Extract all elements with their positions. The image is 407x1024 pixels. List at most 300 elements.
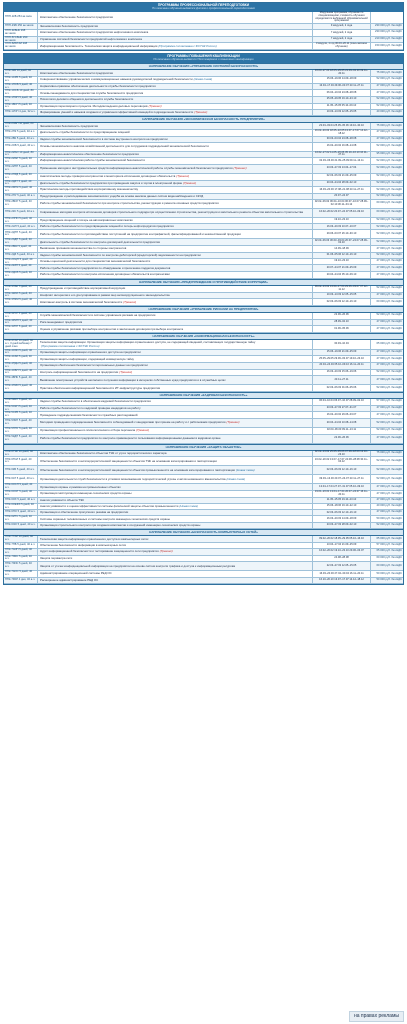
course-dates: 19.10–23.10 (313, 218, 371, 224)
course-dates: 13.04–17.04 29.06–03.07 23.11–27.11 (313, 84, 371, 90)
course-row (4, 376, 403, 385)
course-name (38, 571, 313, 577)
course-name (38, 536, 313, 542)
course-dates: 29.06–03.07 26.10–30.10 (313, 230, 371, 238)
course-title: Организация защиты информации ограниченного доступа на предприятии (40, 349, 141, 354)
sections (4, 63, 403, 584)
course-dates: 06.04–10.04 24.08–28.08 (313, 90, 371, 96)
course-name (38, 356, 313, 362)
course-name (38, 435, 313, 443)
course-price: 52 000 руб. без НДС (376, 144, 402, 148)
section-title: НАПРАВЛЕНИЕ ОБУЧЕНИЯ «ИНФОРМАЦИОННАЯ БЕЗОПАСНОСТЬ» (4, 333, 403, 340)
course-dates: 11.05–15.05 19.10–23.10 (313, 498, 371, 503)
course-dates: 28.09–02.10 (313, 320, 371, 326)
course-price: 57 000 руб. без НДС (376, 399, 402, 403)
course-title: Оценка и управление рисками при выборе контрагентов и заключении договоров при выборе контрагента (40, 326, 184, 331)
course-title: Задачи службы безопасности в обеспечении кадровой безопасности предприятия (40, 399, 151, 404)
course-code: ППК-2ИТР 5 дней, 40 а.ч. (4, 165, 38, 173)
course-title: Комплексное обеспечение безопасности предприятия нефтегазового комплекса (40, 30, 149, 35)
course-name (38, 84, 313, 90)
course-price: 230 000 руб. без НДС (375, 30, 402, 34)
course-dates: 02.02–06.02 06.04–10.04 06.07–10.07 28.09–02.10 30.11–04.12 (313, 200, 371, 208)
course-price: 47 000 руб. без НДС (376, 320, 402, 324)
course-title: Комплексное обеспечение безопасности предприятия (40, 15, 113, 20)
section-title: НАПРАВЛЕНИЕ ОБУЧЕНИЯ «ПРЕДУПРЕЖДЕНИЕ И ПРОТИВОДЕЙСТВИЕ КОРРУПЦИИ» (4, 279, 403, 286)
course-row (4, 209, 403, 218)
course-name (38, 385, 313, 391)
course-title: Обеспечение безопасности информации в компьютерных сетях (40, 542, 127, 547)
course-name (38, 239, 313, 245)
course-name (38, 562, 313, 570)
course-name (38, 200, 313, 208)
course-code: ППК-5СРБ 5 дней, 40 а.ч. (4, 412, 38, 418)
course-price: 75 000 руб. без НДС (376, 123, 402, 127)
course-title: Работа службы безопасности по кадровой проверке кандидатов на работу (40, 405, 141, 410)
course-name (38, 543, 313, 548)
course-dates: 9 модулей, 2 года (313, 24, 371, 29)
course-code: ППК-1УОП 4 дня, 32 а.ч. (4, 110, 38, 115)
course-name (38, 152, 313, 158)
course-name (38, 406, 313, 412)
course-dates: 10.03–13.03 12.05–15.05 (313, 110, 371, 115)
course-row (4, 578, 403, 584)
course-title: Комплексное обеспечение безопасности предприятия (40, 70, 113, 75)
course-price: 52 000 руб. без НДС (376, 420, 402, 424)
course-price: 47 000 руб. без НДС (376, 363, 402, 367)
course-code: ППК-2ПРД 5 дней, 40 а.ч. (4, 174, 38, 180)
course-name (38, 510, 313, 515)
course-name (38, 209, 313, 217)
course-dates: 20.04–24.04 28.09–02.10 (313, 181, 371, 187)
course-dates: 16.03–20.03 17.08–21.08 23.11–27.11 (313, 187, 371, 193)
course-code: ППК-4ПИИ 5 дней, 40 а.ч. (4, 385, 38, 391)
course-title: Деятельность службы безопасности по предотвращению хищений (40, 130, 130, 135)
course-row (4, 165, 403, 174)
course-name (38, 110, 313, 115)
course-price: 52 000 руб. без НДС (376, 158, 402, 162)
course-name (38, 37, 313, 43)
course-name (38, 370, 313, 376)
course-code: ППК-1ПОБ 5 дней, 40 а.ч. (4, 84, 38, 90)
course-price: 40 000 руб. без НДС (376, 504, 402, 508)
course-name (38, 428, 313, 434)
course-title: Комплексное обеспечение безопасности объектов ТЭК от угроз террористического характера (40, 451, 167, 456)
course-code: ППК-5ППУ 5 дней, 40 а.ч. (4, 428, 38, 434)
course-title: Предотвращение хищений и потерь на автозаправочных комплексах (40, 218, 133, 223)
course-name (38, 174, 313, 180)
course-name (38, 12, 313, 23)
course-title: Выявление признаков мошенничества со стороны контрагентов (40, 246, 127, 251)
course-price: 60 000 руб. без НДС (376, 201, 402, 205)
course-code: ППК-6ИТС 5 дней, 40 а.ч. (4, 516, 38, 522)
course-code: ППК-5КДП 5 дней, 40 а.ч. (4, 435, 38, 443)
course-row (4, 97, 403, 104)
course-title: Основы менеджмента для специалистов службы безопасности предприятия (40, 90, 144, 95)
course-dates: 13.04–17.04 27.07–31.07 05.10–09.10 (313, 484, 371, 490)
course-name (38, 556, 313, 562)
course-name (38, 363, 313, 369)
course-dates: 19.10–23.10 (313, 259, 371, 265)
course-title: Конфликт интересов и его урегулирование в рамках мер антикоррупционного законодательства (40, 292, 170, 297)
course-dates: 14.09–18.09 (313, 246, 371, 252)
course-price: 47 000 руб. без НДС (376, 350, 402, 353)
course-code: ППК-2КС 5 дней, 40 а.ч. (4, 209, 38, 217)
course-row (4, 265, 403, 272)
course-row (4, 158, 403, 165)
course-row (4, 399, 403, 406)
course-note: (Тренинг) (136, 428, 150, 433)
course-dates: 02.03–06.03 21.09–25.09 (313, 174, 371, 180)
course-title: Организация обеспечения безопасности персональных данных на предприятии (40, 363, 148, 368)
course-price: 47 000 руб. без НДС (376, 491, 402, 495)
course-code: ППК-2ВКК 5 дней, 40 а.ч. (4, 246, 38, 252)
course-note: (Тренинг) (148, 103, 162, 108)
course-price: 60 000 руб. без НДС (376, 563, 402, 567)
course-dates: 15.06–19.06 14.09–18.09 (313, 77, 371, 83)
course-code: ППП-1КБ 254 ак.часа (4, 12, 38, 23)
course-name (38, 123, 313, 129)
course-price: 52 000 руб. без НДС (376, 468, 402, 472)
course-price: 50 000 руб. без НДС (376, 577, 402, 581)
course-dates: 23.03–27.03 13.04–17.04 (313, 165, 371, 173)
course-title: Обеспечение безопасности и антитеррористической защищенности объектов промышленности на основании категорирования и паспортизации (40, 467, 236, 472)
course-name (38, 498, 313, 503)
course-code: ППК-6АТ 5 дней, 40 а.ч. (4, 475, 38, 483)
course-code: ППК-3РУР 5 дней, 40 а.ч. (4, 313, 38, 319)
course-row (4, 549, 403, 556)
course-dates: 22.06–26.06 (313, 435, 371, 443)
course-row (4, 320, 403, 327)
kval-subtitle: По окончании обучения выдается Удостоверение о повышении квалификации (4, 59, 403, 63)
course-title: Работа службы безопасности по контролю исполнения договорных обязательств контрагентами (40, 272, 170, 277)
course-price: 52 000 руб. без НДС (376, 218, 402, 222)
course-title: Организация и обеспечение пропускного режима на предприятии (40, 510, 129, 515)
course-title: Задачи службы экономической безопасности в системе внутреннего контроля на предприятии (40, 136, 168, 141)
course-title: Современные методики контроля исполнения договоров строительного подряда при осуществлении строительства, реконструкции и капитального ремонта объектов капитального строительства (40, 210, 303, 215)
section-title: НАПРАВЛЕНИЕ ОБУЧЕНИЯ «ЭКОНОМИЧЕСКАЯ БЕЗОПАСНОСТЬ ПРЕДПРИЯТИЯ» (4, 116, 403, 123)
course-note: (Новая тема) (193, 77, 213, 82)
section-title: НАПРАВЛЕНИЕ ОБУЧЕНИЯ «ЗАЩИТА ОБЪЕКТОВ» (4, 444, 403, 451)
course-code: ППК-2МПК 5 дней, 40 а.ч. (4, 187, 38, 193)
course-dates: 11.05–15.05 05.10–09.10 (313, 104, 371, 110)
section-title: НАПРАВЛЕНИЕ ОБУЧЕНИЯ «КАДРОВАЯ БЕЗОПАСНОСТЬ» (4, 392, 403, 399)
course-title: Аудит информационной безопасности и тестирование защищенности сети предприятия (40, 549, 159, 554)
course-dates: 20.07–24.07 21.09–25.09 (313, 265, 371, 271)
course-name (38, 412, 313, 418)
course-name (38, 466, 313, 474)
course-code: ППК-4ПДН 5 дней, 40 а.ч. (4, 363, 38, 369)
course-code: ППК-6ОСП 5 дней, 40 а.ч. (4, 484, 38, 490)
course-price: 65 000 руб. без НДС (376, 536, 402, 540)
course-dates: 22.06–26.06 (313, 313, 371, 319)
course-name (38, 491, 313, 497)
course-dates: 30.03–10.04 (313, 340, 371, 348)
course-price: 52 000 руб. без НДС (376, 232, 402, 236)
course-dates: 09.02–13.02 13.04–17.04 29.06–03.07 07.12–11.12 (313, 286, 371, 292)
course-dates: 25.05–29.05 19.10–23.10 (313, 97, 371, 103)
course-price: 60 000 руб. без НДС (376, 555, 402, 559)
prof-rows (4, 12, 403, 50)
course-title: Анализ уязвимости объекта ТЭК (40, 497, 84, 502)
course-title: Информационно-аналитическая работа службы экономической безопасности (40, 158, 145, 163)
course-dates: 02.03–06.03 12.10–16.10 (313, 466, 371, 474)
course-price: 60 000 руб. без НДС (376, 210, 402, 214)
course-row (4, 562, 403, 571)
course-name (38, 457, 313, 465)
section-title: НАПРАВЛЕНИЕ ОБУЧЕНИЯ «УПРАВЛЕНИЕ СИСТЕМОЙ БЕЗОПАСНОСТИ» (4, 63, 403, 70)
course-dates: 02.03–06.03 12.10–16.10 (313, 510, 371, 515)
course-code: ППК-1ПЭП 5 дней, 40 а.ч. (4, 97, 38, 103)
course-name (38, 419, 313, 427)
course-dates: 15.06–19.06 21.09–25.09 (313, 350, 371, 356)
course-row (4, 435, 403, 444)
course-title: Деятельность службы безопасности предприятия при проведении закупок и торгов в электронной форме (40, 180, 183, 185)
course-name (38, 265, 313, 271)
course-dates: 16.10–20.10 13.07–17.07 14.12–18.12 (313, 578, 371, 583)
course-code: ППК-1ВСП 5 дней, 40 а.ч. (4, 104, 38, 110)
course-title: Защита периметра сети (40, 555, 73, 560)
course-dates: 25.05–29.05 29.06–03.07 19.10–23.10 (313, 356, 371, 362)
course-dates: 16.03–20.03 27.04–30.04 16.11–20.11 (313, 571, 371, 577)
course-price: 47 000 руб. без НДС (376, 497, 402, 501)
prof-title: ПРОГРАММЫ ПРОФЕССИОНАЛЬНОЙ ПЕРЕПОДГОТОВКИ (4, 3, 403, 8)
course-code: ППК-2ВСР 5 дней, 40 а.ч. (4, 200, 38, 208)
course-code: ППК-7РАР 4 дня, 32 а.ч. (4, 578, 38, 583)
course-code: ППК-2ИАР 5 дней, 40 а.ч. (4, 158, 38, 164)
course-title: Применение методик и инструментальных средств информационно-аналитической работы службы экономической безопасности предприятия (40, 166, 233, 171)
course-note: (Тренинг) (226, 420, 240, 425)
course-code: ППК-1ОСБ 10 дней, 80 а.ч. (4, 90, 38, 96)
course-title: Расширенное администрирование РЕД ОС (40, 577, 99, 582)
course-code: ППК-3РМП 5 дней, 40 а.ч. (4, 320, 38, 326)
section-title: НАПРАВЛЕНИЕ ОБУЧЕНИЯ «УПРАВЛЕНИЕ РИСКАМИ НА ПРЕДПРИЯТИИ» (4, 306, 403, 313)
course-dates: 23.03–03.04 25.05–05.06 19.10–30.10 (313, 123, 371, 129)
course-title: Практика обеспечения информационной безопасности ИТ-инфраструктуры предприятия (40, 385, 161, 390)
course-code: ППК-7ПБ 5 дней, 40 а.ч. (4, 543, 38, 548)
course-code: ППК-2ОБ 5 дней, 40 а.ч. (4, 143, 38, 151)
course-code: ППК-2ОЦП 5 дней, 40 а.ч. (4, 259, 38, 265)
course-name (38, 523, 313, 528)
course-code: ППК-3УРР 5 дней, 40 а.ч. (4, 326, 38, 332)
course-row (4, 239, 403, 246)
course-title: Техническая защита информации ограниченного доступа в компьютерных сетях (40, 536, 149, 541)
course-dates: 02.03–06.03 30.03–03.04 20.07–24.07 28.09–02.10 (313, 239, 371, 245)
course-dates: 02.03–06.03 12.10–16.10 (313, 299, 371, 305)
course-row (4, 556, 403, 563)
course-title: Служба экономической безопасности в системе управления рисками на предприятии (40, 313, 156, 318)
course-price: 47 000 руб. без НДС (376, 412, 402, 416)
course-title: Формирование умений и навыков создания и управления эффективной командой в подразделении безопасности (40, 110, 194, 115)
course-name (38, 286, 313, 292)
course-row (4, 313, 403, 320)
course-price: 57 000 руб. без НДС (376, 542, 402, 546)
course-name (38, 104, 313, 110)
course-price: 47 000 руб. без НДС (376, 356, 402, 360)
course-code: ППК-2ЗДП 5 дней, 40 а.ч. (4, 239, 38, 245)
advert-footer: на правах рекламы (349, 1011, 404, 1022)
course-code: ППК-7ЗЯС 5 дней, 40 а.ч. (4, 556, 38, 562)
course-note: (Тренинг) (123, 299, 137, 304)
course-title: Комплаенс-контроль в системе экономической безопасности (40, 299, 123, 304)
course-note: (Новая тема) (179, 504, 198, 509)
course-dates: 23.03–27.03 28.09–02.10 (313, 523, 371, 528)
course-code: ППК-2ПК 5 дней, 40 а.ч. (4, 130, 38, 135)
course-title: Работа службы экономической безопасности при контроле строительства, реконструкции и ремонта основных средств предприятия (40, 201, 219, 206)
course-code: ППК-4ТЗИ 10 дней, 80 а.ч. 3 дней вебинар 7 дней очно (4, 340, 38, 348)
course-name (38, 320, 313, 326)
course-row (4, 536, 403, 543)
course-price: 47 000 руб. без НДС (376, 406, 402, 410)
course-name (38, 130, 313, 135)
course-row (4, 30, 403, 37)
course-dates: 02.03–06.03 01.06–05.06 (313, 385, 371, 391)
course-name (38, 376, 313, 384)
course-note: (Тренинг) (159, 549, 173, 554)
course-dates: 16.02–20.02 18.05–22.05 13.07–17.07 14.12–18.12 (313, 130, 371, 135)
prof-subtitle: По окончании обучения выдается Диплом о профессиональной переподготовке (4, 8, 403, 12)
course-row (4, 174, 403, 181)
course-row (4, 428, 403, 435)
course-title: Основы оценочной деятельности для специалистов экономической безопасности (40, 259, 151, 264)
course-code: ППК-4ОЗИ 5 дней, 40 а.ч. (4, 350, 38, 356)
kval-block (3, 53, 404, 585)
course-dates: 10.03–13.03 12.05–15.05 (313, 293, 371, 299)
course-price: 52 000 руб. без НДС (376, 174, 402, 178)
course-note: (Тренинг) (176, 174, 190, 179)
course-price: 52 000 руб. без НДС (376, 166, 402, 170)
course-price: 47 000 руб. без НДС (376, 136, 402, 140)
course-code: ППК-6ЭО 5 дней, 40 а.ч. (4, 523, 38, 528)
course-row (4, 43, 403, 50)
course-row (4, 90, 403, 97)
course-row (4, 187, 403, 194)
course-name (38, 451, 313, 457)
course-price: 52 000 руб. без НДС (376, 239, 402, 243)
course-row (4, 419, 403, 428)
course-dates: 20.07–24.07 (313, 194, 371, 199)
course-row (4, 152, 403, 159)
course-name (38, 246, 313, 252)
course-row (4, 200, 403, 209)
course-title: Управление системой безопасности предприятий нефтегазового комплекса (40, 37, 142, 42)
course-note: (Программа согласована с ФСТЭК России) (158, 43, 217, 48)
section-title: НАПРАВЛЕНИЕ ОБУЧЕНИЯ «БЕЗОПАСНОСТЬ КОМПЬЮТЕРНЫХ СЕТЕЙ» (4, 529, 403, 536)
course-row (4, 571, 403, 578)
course-price: 75 000 руб. без НДС (376, 70, 402, 74)
course-code: ППК-2ПУ 5 дней, 40 а.ч. (4, 194, 38, 199)
course-title: Психология делового общения в деятельности службы безопасности (40, 97, 134, 102)
course-name (38, 350, 313, 356)
course-title: Обеспечение безопасности и антитеррористической защищенности объектов ТЭК на основании категорирования и паспортизации (40, 458, 217, 463)
course-code: ППК-6КБ 5 дней, 40 а.ч. (4, 466, 38, 474)
course-code: ППП-5УСБНК 290 ак.часов (4, 37, 38, 43)
course-row (4, 356, 403, 363)
course-name (38, 70, 313, 76)
course-dates: 01.06–05.06 (313, 326, 371, 332)
course-name (38, 340, 313, 348)
course-name (38, 484, 313, 490)
course-name (38, 230, 313, 238)
course-dates: 16.02–20.02 29.06–03.07 (313, 412, 371, 418)
course-code: ППК-2НП 5 дней, 40 а.ч. (4, 224, 38, 229)
course-price: 52 000 руб. без НДС (376, 523, 402, 527)
course-row (4, 350, 403, 357)
course-price: 47 000 руб. без НДС (376, 272, 402, 276)
course-name (38, 194, 313, 199)
course-title: Совершенствование управленческих и коммуникационных навыков руководителей подразделений безопасности (40, 77, 193, 82)
course-price (371, 12, 403, 23)
course-row (4, 181, 403, 188)
course-row (4, 259, 403, 266)
course-code: ППК-7ЗИС 5 дней, 40 а.ч. (4, 562, 38, 570)
course-code: ППК-2ЭБП 10 дней, 80 а.ч. (4, 123, 38, 129)
course-name (38, 313, 313, 319)
course-row (4, 370, 403, 377)
course-code: ППК-7ТЗИ 10 дней, 80 а.ч. (4, 536, 38, 542)
course-code: ППК-1КБ 10 дней, 80 а.ч. (4, 70, 38, 76)
course-name (38, 165, 313, 173)
course-dates: 01.06–05.06 12.10–16.10 (313, 253, 371, 258)
course-name (38, 77, 313, 83)
course-title: Организация защиты информации, содержащей коммерческую тайну (40, 356, 134, 361)
course-dates: 02.02–13.02 25.05–05.06 07.09–18.09 12.10–23.10 (313, 451, 371, 457)
course-row (4, 84, 403, 91)
course-note: (Тренинг) (233, 166, 247, 171)
course-row (4, 299, 403, 306)
course-dates: 16.02–27.02 11.05–26.06 05.10–16.10 16.11–27.11 (313, 152, 371, 158)
course-price: 52 000 руб. без НДС (376, 286, 402, 290)
course-code: ППК-2ЛПИ 5 дней, 40 а.ч. (4, 218, 38, 224)
course-note: (Тренинг) (183, 180, 197, 185)
course-price: 52 000 руб. без НДС (376, 187, 402, 191)
course-code: ППК-3ПКМ 5 дней, 40 а.ч. (4, 299, 38, 305)
course-title: Экономическая безопасность предприятия (40, 24, 98, 29)
course-title: Выявление электронных устройств негласного получения информации в интересах собственных нужд предприятия и в служебных целях (40, 377, 226, 382)
course-dates: 30.03–03.04 24.08–28.08 (313, 137, 371, 142)
course-name (38, 187, 313, 193)
course-price: 52 000 руб. без НДС (376, 477, 402, 481)
course-price: 47 000 руб. без НДС (376, 326, 402, 330)
course-price: 230 000 руб. без НДС (375, 24, 402, 28)
course-dates: 24.08–28.08 (313, 556, 371, 562)
course-title: Предупреждение и противодействие корпоративной коррупции (40, 286, 126, 291)
course-row (4, 457, 403, 466)
course-row (4, 286, 403, 293)
course-name (38, 97, 313, 103)
course-title: Организация переговорного процесса. Методики ведения деловых переговоров (40, 103, 148, 108)
course-title: Работа службы безопасности предприятия по контролю правомерности пользования информационными данными в кадровом органе (40, 436, 221, 441)
course-name (38, 326, 313, 332)
course-code: ППК-5ЛКП 5 дней, 40 а.ч. (4, 419, 38, 427)
course-name (38, 253, 313, 258)
course-code: ППК-4ВПК 5 дней, 40 а.ч. (4, 376, 38, 384)
course-price: 52 000 руб. без НДС (376, 180, 402, 184)
course-name (38, 272, 313, 278)
course-code: ППК-7АОС 5 дней, 40 а.ч. (4, 571, 38, 577)
course-code: ППК-1СРБ 5 дней, 40 а.ч. (4, 77, 38, 83)
course-code: ППК-5КБП 5 дней, 40 а.ч. (4, 399, 38, 405)
course-dates: Модульная программа, обучение по специализациям, стоимость обучения определяется выбранной образовательной программой (313, 12, 371, 23)
course-code: ППК-6ТЭК 10 дней, 80 а.ч. (4, 451, 38, 457)
course-price: 65 000 руб. без НДС (376, 549, 402, 553)
course-name (38, 399, 313, 405)
course-dates: 15.06–18.06 19.10–22.10 (313, 504, 371, 510)
course-dates: 22.03–27.03 12.05–15.05 (313, 562, 371, 570)
course-row (4, 340, 403, 349)
course-row (4, 326, 403, 333)
course-price: 52 000 руб. без НДС (376, 252, 402, 256)
course-price: 47 000 руб. без НДС (376, 84, 402, 88)
